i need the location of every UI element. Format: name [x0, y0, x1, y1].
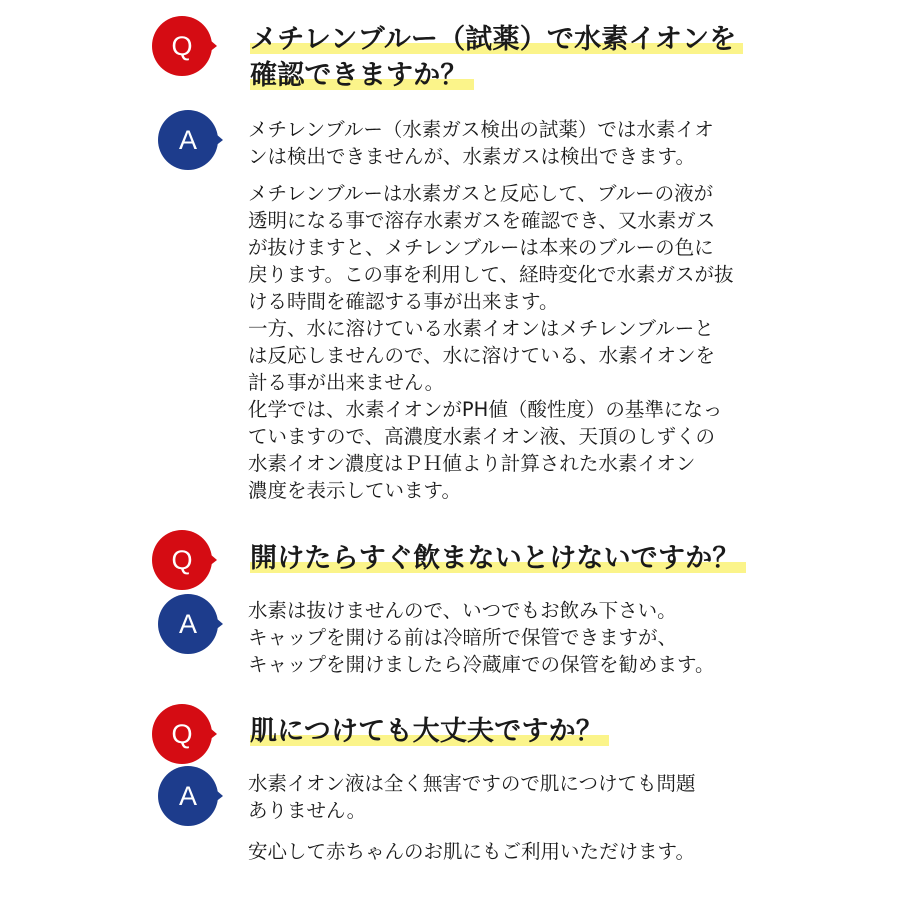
answer-line: 透明になる事で溶存水素ガスを確認でき、又水素ガス [248, 209, 716, 232]
q-bubble [152, 16, 218, 76]
a-label: A [178, 124, 197, 155]
question-title [250, 22, 743, 94]
answer-line: 水素イオン液は全く無害ですので肌につけても問題 [248, 772, 696, 795]
answer-paragraph [248, 116, 714, 170]
question-line: 肌につけても大丈夫ですか？ [250, 714, 609, 750]
question-line: メチレンブルー（試薬）で水素イオンを [250, 22, 743, 58]
answer-line: キャップを開けましたら冷蔵庫での保管を勧めます。 [248, 653, 715, 676]
answer-line: 水素は抜けませんので、いつでもお飲み下さい。 [248, 599, 677, 622]
a-label: A [178, 608, 197, 639]
answer-line: ていますので、高濃度水素イオン液、天頂のしずくの [248, 425, 716, 448]
q-label: Q [171, 30, 193, 61]
answer-line: ありません。 [248, 799, 367, 822]
q-bubble [152, 704, 218, 764]
answer-line: が抜けますと、メチレンブルーは本来のブルーの色に [248, 236, 714, 259]
answer-line: 計る事が出来ません。 [248, 371, 445, 394]
answer-line: メチレンブルーは水素ガスと反応して、ブルーの液が [248, 182, 714, 205]
answer-paragraph [248, 180, 734, 504]
answer-paragraph [248, 838, 695, 865]
a-label: A [178, 780, 197, 811]
a-bubble [158, 594, 224, 654]
question-line: 確認できますか？ [250, 58, 743, 94]
answer-line: 水素イオン濃度はＰＨ値より計算された水素イオン [248, 452, 696, 475]
answer-line: ンは検出できませんが、水素ガスは検出できます。 [248, 145, 695, 168]
answer-line: メチレンブルー（水素ガス検出の試薬）では水素イオ [248, 118, 714, 141]
answer-line: キャップを開ける前は冷暗所で保管できますが、 [248, 626, 678, 649]
a-bubble [158, 766, 224, 826]
answer-line: 濃度を表示しています。 [248, 479, 461, 502]
q-bubble [152, 530, 218, 590]
answer-line: 安心して赤ちゃんのお肌にもご利用いただけます。 [248, 840, 695, 863]
answer-line: 一方、水に溶けている水素イオンはメチレンブルーと [248, 317, 714, 340]
answer-line: は反応しませんので、水に溶けている、水素イオンを [248, 344, 716, 367]
a-bubble [158, 110, 224, 170]
question-title [250, 541, 746, 577]
answer-paragraph [248, 770, 696, 824]
q-label: Q [171, 718, 193, 749]
answer-line: 戻ります。この事を利用して、経時変化で水素ガスが抜 [248, 263, 734, 286]
question-title [250, 714, 609, 750]
answer-line: 化学では、水素イオンがPH値（酸性度）の基準になっ [248, 398, 723, 421]
question-line: 開けたらすぐ飲まないとけないですか？ [250, 541, 746, 577]
answer-paragraph [248, 597, 714, 678]
answer-line: ける時間を確認する事が出来ます。 [248, 290, 559, 313]
q-label: Q [171, 544, 193, 575]
